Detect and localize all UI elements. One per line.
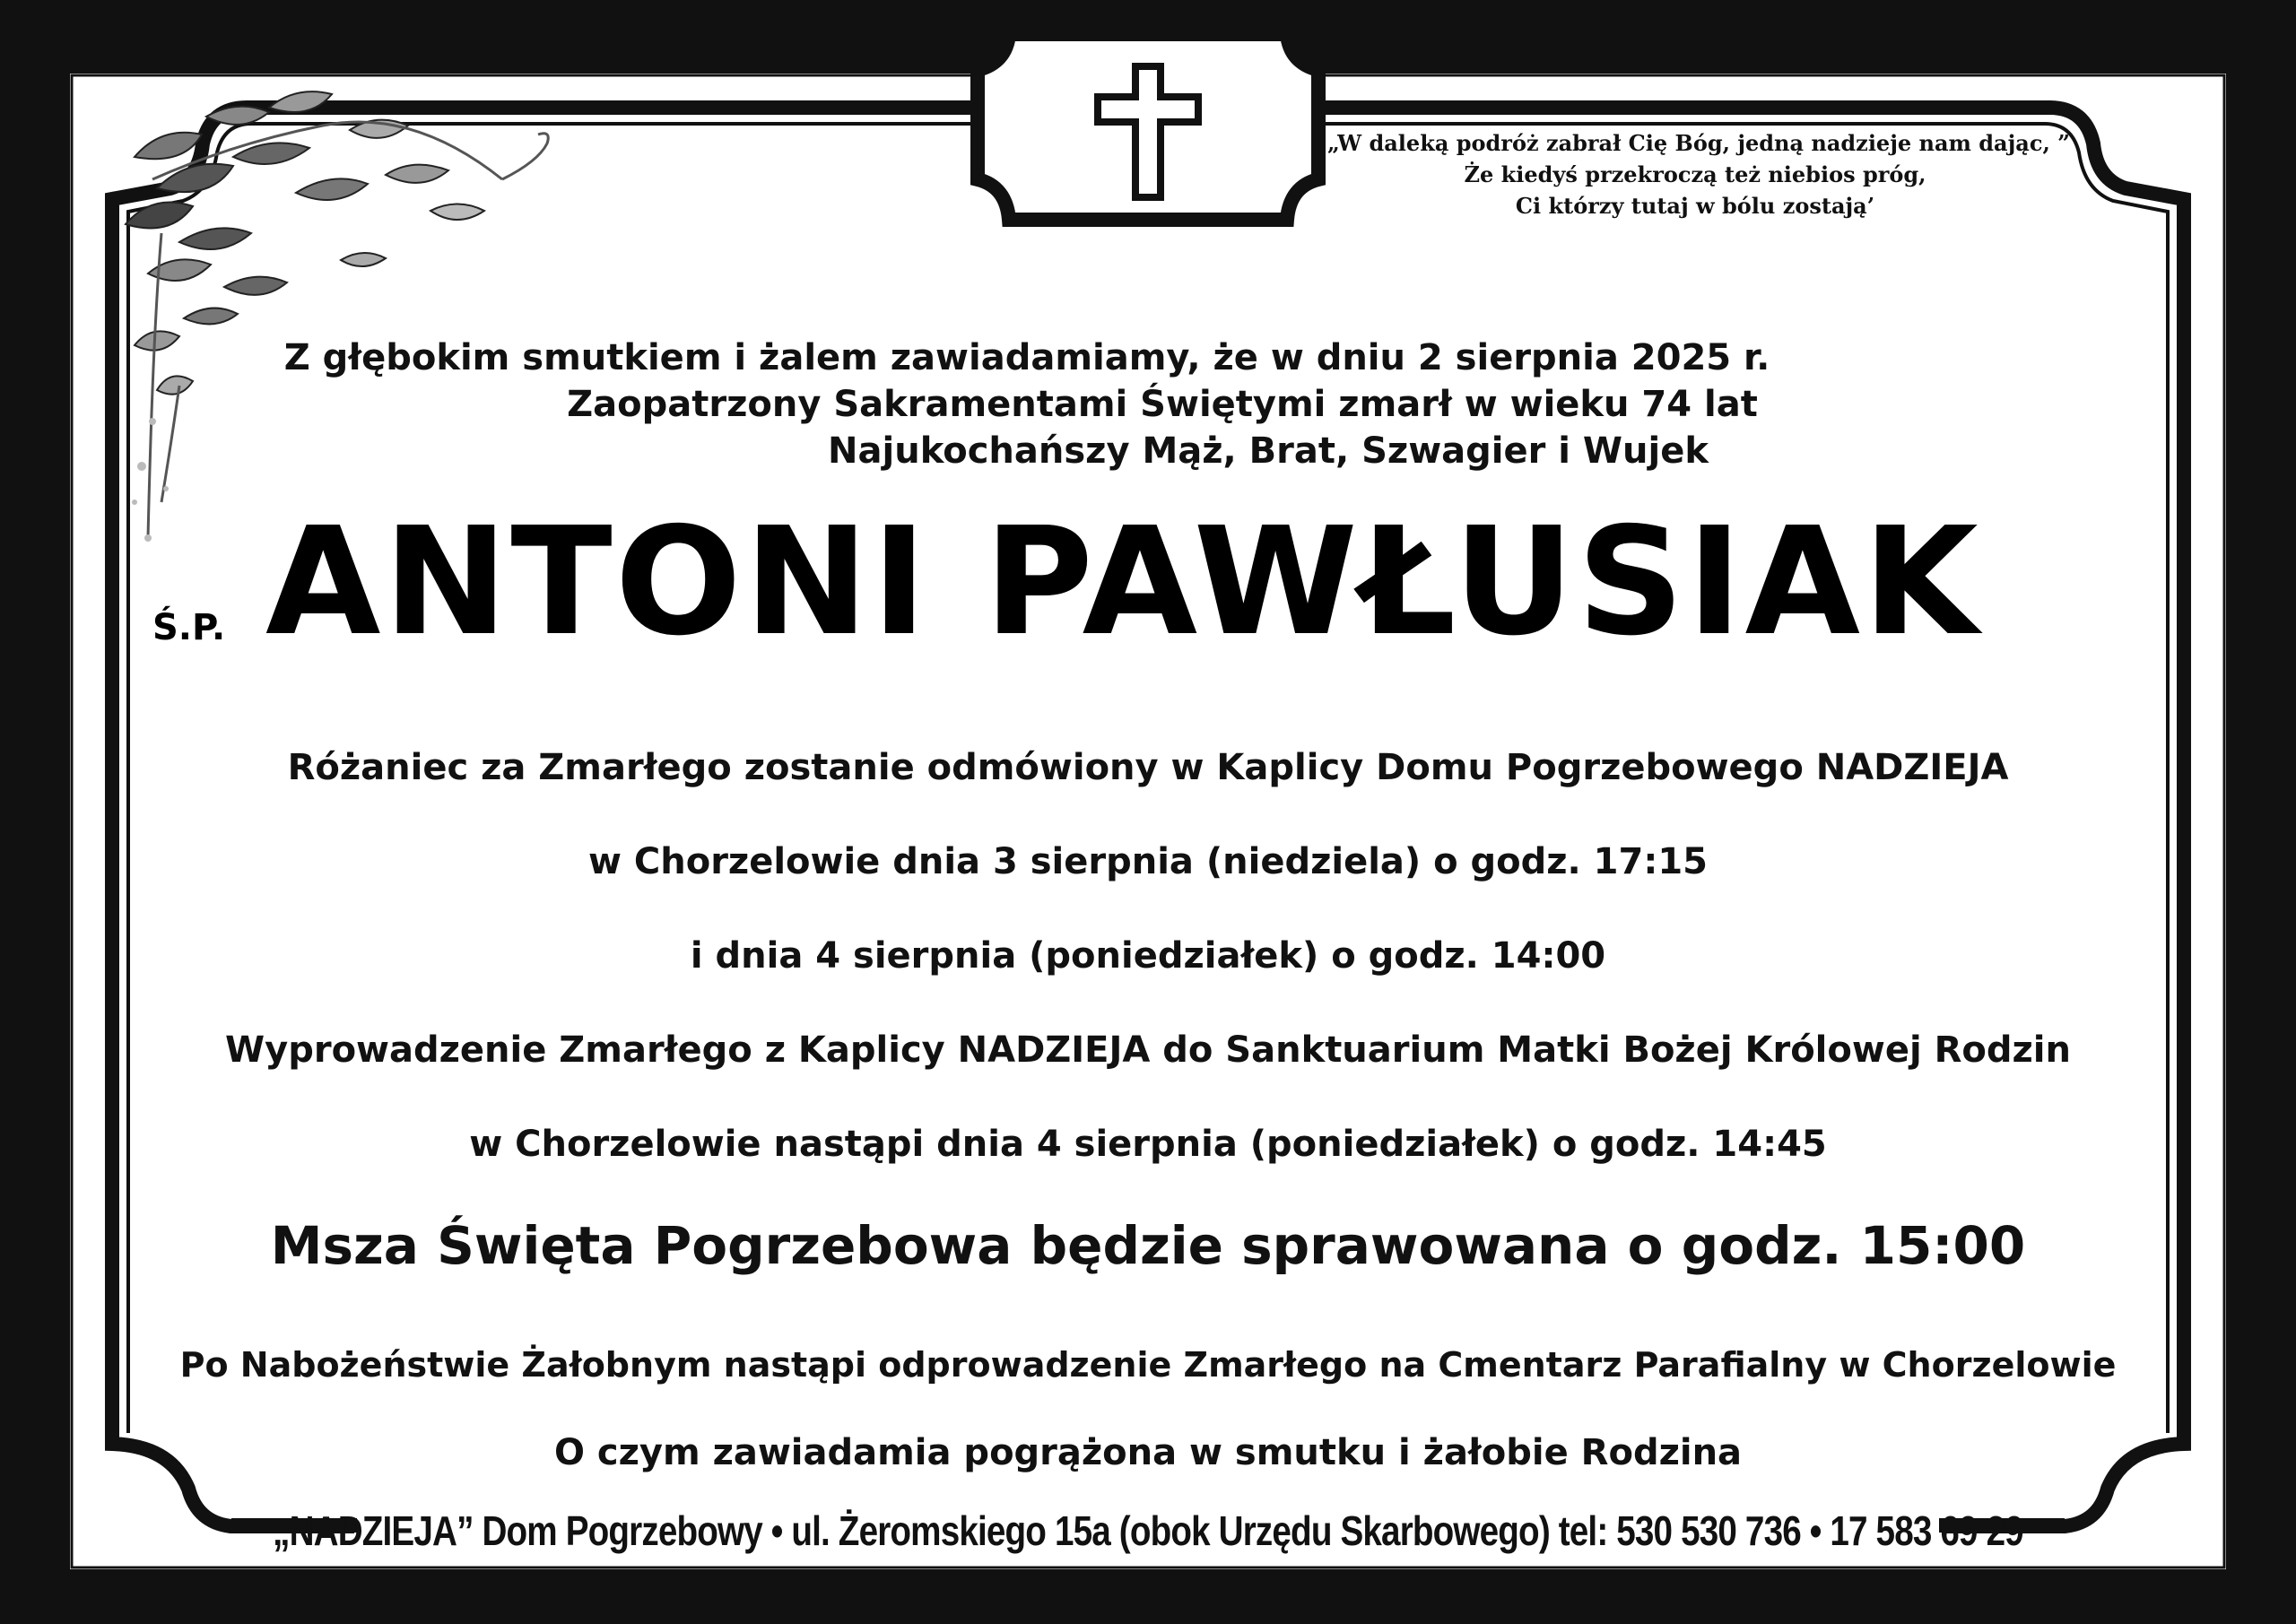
cross-cartouche bbox=[978, 34, 1318, 220]
rosary-line-1: Różaniec za Zmarłego zostanie odmówiony w Kaplicy Domu Pogrzebowego NADZIEJA bbox=[287, 747, 2009, 788]
memorial-poem bbox=[1327, 127, 2070, 221]
departure-line-2: w Chorzelowie nastąpi dnia 4 sierpnia (poniedziałek) o godz. 14:45 bbox=[469, 1124, 1827, 1165]
intro-line-1: Z głębokim smutkiem i żalem zawiadamiamy, że w dniu 2 sierpnia 2025 r. bbox=[283, 337, 1770, 378]
inner-frame bbox=[112, 108, 2184, 1526]
name-prefix: Ś.P. bbox=[152, 607, 226, 648]
funeral-mass-line: Msza Święta Pogrzebowa będzie sprawowana o godz. 15:00 bbox=[270, 1215, 2026, 1276]
procession-line: Po Nabożeństwie Żałobnym nastąpi odprowadzenie Zmarłego na Cmentarz Parafialny w Chorzelowie bbox=[179, 1345, 2117, 1385]
departure-line-1: Wyprowadzenie Zmarłego z Kaplicy NADZIEJA do Sanktuarium Matki Bożej Królowej Rodzin bbox=[225, 1029, 2071, 1071]
floral-decoration-icon bbox=[126, 91, 548, 542]
deceased-name-line bbox=[0, 498, 2296, 668]
deceased-name: ANTONI PAWŁUSIAK bbox=[265, 496, 1981, 669]
poem-line: Że kiedyś przekroczą też niebios próg, bbox=[1464, 161, 1926, 187]
rosary-line-3: i dnia 4 sierpnia (poniedziałek) o godz. 14:00 bbox=[690, 935, 1606, 977]
poem-line: Ci którzy tutaj w bólu zostają’ bbox=[1515, 193, 1875, 219]
outer-thin-line bbox=[72, 75, 2224, 1568]
funeral-home-footer: „NADZIEJA” Dom Pogrzebowy • ul. Żeromskiego 15a (obok Urzędu Skarbowego) tel: 530 530 736 • 17 583 69 29 bbox=[273, 1507, 2023, 1554]
rosary-line-2: w Chorzelowie dnia 3 sierpnia (niedziela) o godz. 17:15 bbox=[588, 841, 1708, 882]
poem-line: „W daleką podróż zabrał Cię Bóg, jedną nadzieje nam dając, ” bbox=[1327, 130, 2070, 156]
intro-line-2: Zaopatrzony Sakramentami Świętymi zmarł w wieku 74 lat bbox=[567, 384, 1758, 425]
family-line: O czym zawiadamia pogrążona w smutku i żałobie Rodzina bbox=[553, 1432, 1743, 1473]
intro-line-3: Najukochańszy Mąż, Brat, Szwagier i Wujek bbox=[828, 430, 1709, 472]
